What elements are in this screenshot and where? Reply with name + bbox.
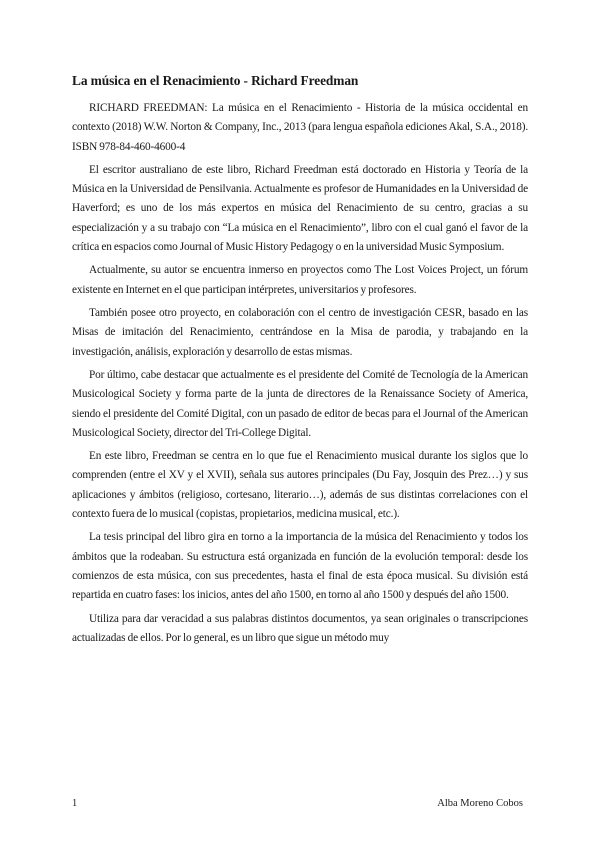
paragraph-citation: RICHARD FREEDMAN: La música en el Renacimiento - Historia de la música occidental en contexto (2018) W.W. Norton & Company, Inc., 2013 (para lengua española ediciones Akal, S.A., 2018). ISBN 978-84-460-4600-4 (72, 102, 528, 153)
paragraph-projects: Actualmente, su autor se encuentra inmerso en proyectos como The Lost Voices Project, un fórum existente en Internet en el que participan intérpretes, universitarios y profesores. (72, 264, 528, 296)
paragraph-sources: Utiliza para dar veracidad a sus palabras distintos documentos, ya sean originales o transcripciones actualizadas de ellos. Por lo general, es un libro que sigue un método muy (72, 612, 528, 644)
paragraph-cesr-project: También posee otro proyecto, en colaboración con el centro de investigación CESR, basado en las Misas de imitación del Renacimiento, centrándose en la Misa de parodia, y trabajando en la investigación, análisis, exploración y desarrollo de estas mismas. (72, 307, 528, 358)
paragraph-book-focus: En este libro, Freedman se centra en lo que fue el Renacimiento musical durante los siglos que lo comprenden (entre el XV y el XVII), señala sus autores principales (Du Fay, Josquin des Prez…) y sus aplicaciones y ámbitos (religioso, cortesano, literario…), además de sus distintas correlaciones con el contexto fuera de lo musical (copistas, propietarios, medicina musical, etc.). (72, 450, 528, 520)
page-number: 1 (72, 798, 78, 809)
footer-author: Alba Moreno Cobos (437, 798, 523, 809)
paragraph-thesis: La tesis principal del libro gira en torno a la importancia de la música del Renacimiento y todos los ámbitos que la rodeaban. Su estructura está organizada en función de la evolución temporal: desde los comienzos de esta música, con sus precedentes, hasta el final de esta época musical. Su división está repartida en cuatro fases: los inicios, antes del año 1500, en torno al año 1500 y después del año 1500. (72, 531, 528, 602)
document-body (72, 99, 528, 771)
document-title: La música en el Renacimiento - Richard Freedman (72, 73, 359, 88)
paragraph-societies: Por último, cabe destacar que actualmente es el presidente del Comité de Tecnología de la American Musicological Society y forma parte de la junta de directores de la Renaissance Society of America, siendo el presidente del Comité Digital, con un pasado de editor de becas para el Journal of the American Musicological Society, director del Tri-College Digital. (72, 369, 528, 439)
paragraph-author-bio: El escritor australiano de este libro, Richard Freedman está doctorado en Historia y Teoría de la Música en la Universidad de Pensilvania. Actualmente es profesor de Humanidades en la Universidad de Haverford; es uno de los más expertos en música del Renacimiento de su centro, gracias a su especialización y a su trabajo con “La música en el Renacimiento”, libro con el cual ganó el favor de la crítica en espacios como Journal of Music History Pedagogy o en la universidad Music Symposium. (72, 163, 528, 253)
